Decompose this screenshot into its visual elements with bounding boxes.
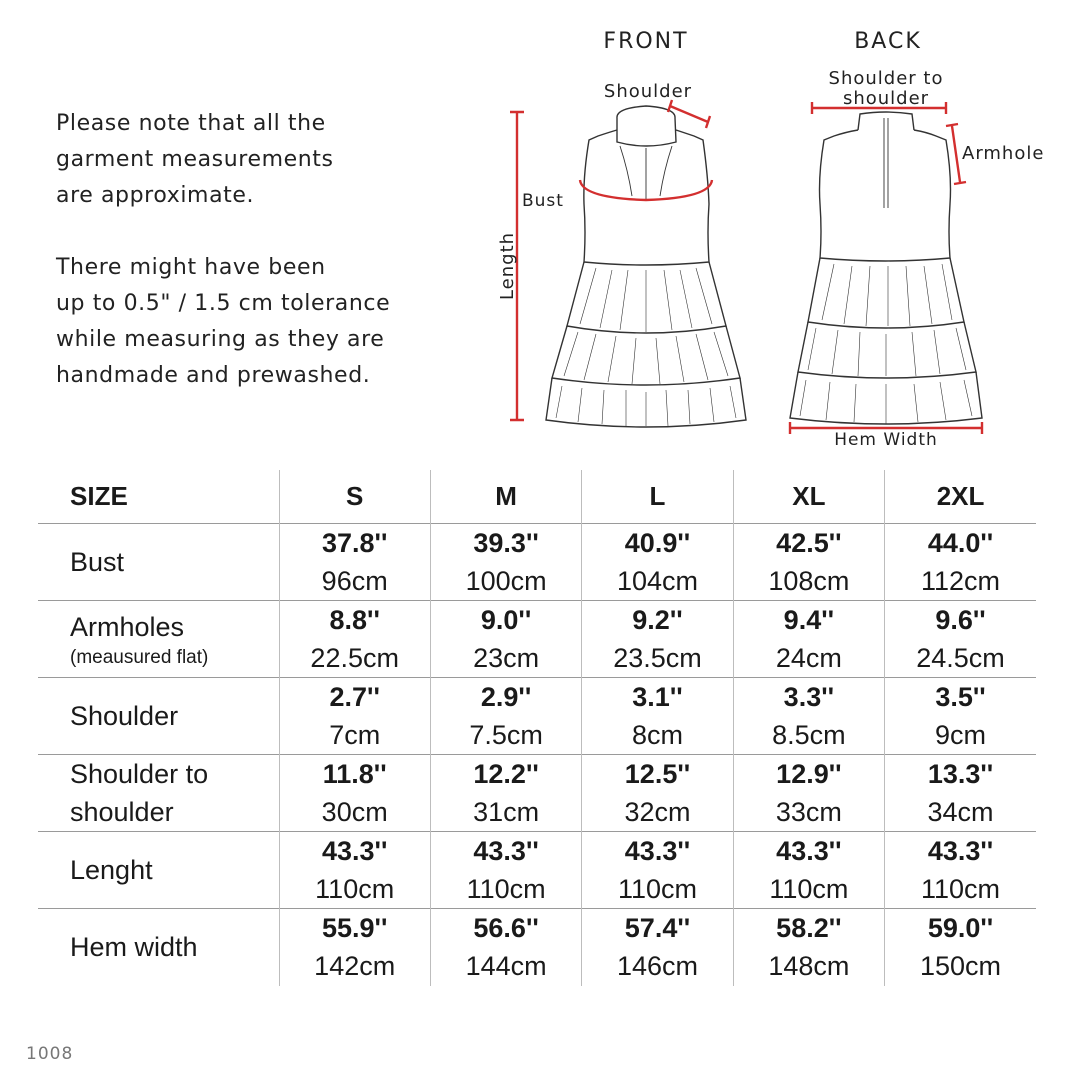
shoulder-to-shoulder-label-line1: Shoulder to [828,68,944,89]
inch-value: 43.3'' [322,836,388,866]
measurement-row [38,601,1036,678]
front-title: FRONT [603,29,689,54]
inch-value: 3.1'' [632,682,683,712]
cm-value: 24cm [775,643,842,673]
hem-width-label: Hem Width [834,430,938,450]
measurement-row [38,524,1036,601]
measurement-value-cell [279,909,430,986]
product-code: 1008 [26,1044,74,1064]
size-chart-table [38,470,1036,986]
measurement-value-cell [733,601,884,678]
note-tolerance: There might have been up to 0.5" / 1.5 cm tolerance while measuring as they are handmade and prewashed. [56,255,391,388]
cm-value: 23.5cm [613,643,702,673]
measurement-value-cell [279,832,430,909]
cm-value: 146cm [616,951,698,982]
measurement-value-cell [430,678,581,755]
back-dress-drawing [790,112,982,424]
cm-value: 30cm [321,797,388,827]
measurement-value-cell [885,909,1036,986]
measurement-label-cell [38,601,279,678]
measurement-label-cell [38,524,279,601]
cm-value: 110cm [617,874,697,904]
measurement-value-cell [582,678,733,755]
measurement-label: Bust [70,547,125,577]
inch-value: 12.2'' [473,759,539,789]
cm-value: 8.5cm [772,720,846,750]
size-header-label: SIZE [70,481,128,511]
measurement-value-cell [733,832,884,909]
measurement-value-cell [582,755,733,832]
cm-value: 23cm [473,643,540,673]
inch-value: 44.0'' [927,528,994,558]
measurement-value-cell [582,524,733,601]
measurement-row [38,909,1036,986]
measurement-value-cell [733,909,884,986]
front-dress-drawing [546,106,746,427]
shoulder-label: Shoulder [603,81,693,102]
measurement-label-cell [38,832,279,909]
measurement-label: Lenght [70,855,153,885]
cm-value: 110cm [921,874,1001,904]
size-column-header: 2XL [885,470,1036,524]
cm-value: 7.5cm [469,720,543,750]
cm-value: 9cm [935,720,987,750]
measurement-value-cell [733,524,884,601]
measurement-label: Shoulder [70,701,179,731]
inch-value: 9.2'' [632,605,683,635]
inch-value: 2.7'' [329,682,380,712]
measurement-value-cell [885,832,1036,909]
measurement-value-cell [582,832,733,909]
inch-value: 2.9'' [480,682,532,712]
back-title: BACK [854,29,922,54]
inch-value: 43.3'' [473,836,539,866]
bust-label: Bust [522,191,564,211]
measurement-label: Armholes [70,612,185,642]
measurement-value-cell [733,678,884,755]
measurement-value-cell [885,601,1036,678]
cm-value: 110cm [315,874,395,904]
cm-value: 8cm [631,720,683,750]
measurement-label: Shoulder to shoulder [70,759,209,827]
inch-value: 40.9'' [624,528,691,558]
inch-value: 12.9'' [776,759,842,789]
length-label: Length [497,231,518,301]
measurement-label-cell [38,909,279,986]
size-column-header: XL [733,470,884,524]
inch-value: 56.6'' [473,913,539,944]
measurement-label-cell [38,755,279,832]
inch-value: 12.5'' [624,759,691,789]
measurement-value-cell [279,524,430,601]
cm-value: 110cm [769,874,849,904]
measurement-value-cell [279,755,430,832]
measurement-value-cell [430,524,581,601]
measurement-value-cell [582,601,733,678]
size-column-header: S [279,470,430,524]
garment-diagram [0,0,1080,470]
measurement-value-cell [885,678,1036,755]
cm-value: 34cm [927,797,994,827]
cm-value: 100cm [465,566,547,596]
cm-value: 144cm [465,951,547,982]
armhole-label: Armhole [962,143,1045,164]
inch-value: 43.3'' [776,836,842,866]
measurement-row [38,832,1036,909]
measurement-sublabel: (meausured flat) [70,647,209,668]
size-column-header: L [582,470,733,524]
inch-value: 3.5'' [935,682,986,712]
cm-value: 150cm [920,951,1002,982]
measurement-label-cell [38,678,279,755]
cm-value: 33cm [775,797,842,827]
size-chart-body [38,524,1036,986]
measurement-value-cell [885,755,1036,832]
measurement-value-cell [430,601,581,678]
cm-value: 110cm [466,874,546,904]
inch-value: 59.0'' [927,913,994,944]
inch-value: 9.6'' [935,605,986,635]
cm-value: 112cm [921,566,1001,596]
inch-value: 43.3'' [927,836,994,866]
note-approximate: Please note that all the garment measurements are approximate. [56,111,334,208]
measurement-row [38,755,1036,832]
inch-value: 39.3'' [473,528,539,558]
inch-value: 11.8'' [322,759,387,789]
measurement-lines [510,100,982,434]
measurement-value-cell [430,832,581,909]
measurement-value-cell [582,909,733,986]
size-column-header: M [430,470,581,524]
cm-value: 22.5cm [310,643,399,673]
measurement-value-cell [279,601,430,678]
inch-value: 13.3'' [927,759,994,789]
cm-value: 148cm [768,951,850,982]
cm-value: 108cm [768,566,850,596]
inch-value: 37.8'' [322,528,388,558]
inch-value: 43.3'' [624,836,691,866]
size-header-row [38,470,1036,524]
cm-value: 104cm [616,566,698,596]
cm-value: 31cm [473,797,540,827]
measurement-value-cell [430,755,581,832]
inch-value: 8.8'' [329,605,380,635]
cm-value: 24.5cm [916,643,1005,673]
shoulder-to-shoulder-label-line2: shoulder [842,88,930,109]
inch-value: 57.4'' [624,913,691,944]
measurement-value-cell [733,755,884,832]
inch-value: 55.9'' [322,913,388,944]
cm-value: 7cm [329,720,381,750]
cm-value: 32cm [624,797,691,827]
cm-value: 142cm [314,951,396,982]
measurement-value-cell [885,524,1036,601]
measurement-value-cell [279,678,430,755]
inch-value: 9.0'' [480,605,532,635]
inch-value: 58.2'' [776,913,842,944]
inch-value: 42.5'' [776,528,842,558]
cm-value: 96cm [321,566,388,596]
inch-value: 3.3'' [783,682,835,712]
inch-value: 9.4'' [783,605,835,635]
measurement-value-cell [430,909,581,986]
measurement-label: Hem width [70,932,198,963]
measurement-row [38,678,1036,755]
